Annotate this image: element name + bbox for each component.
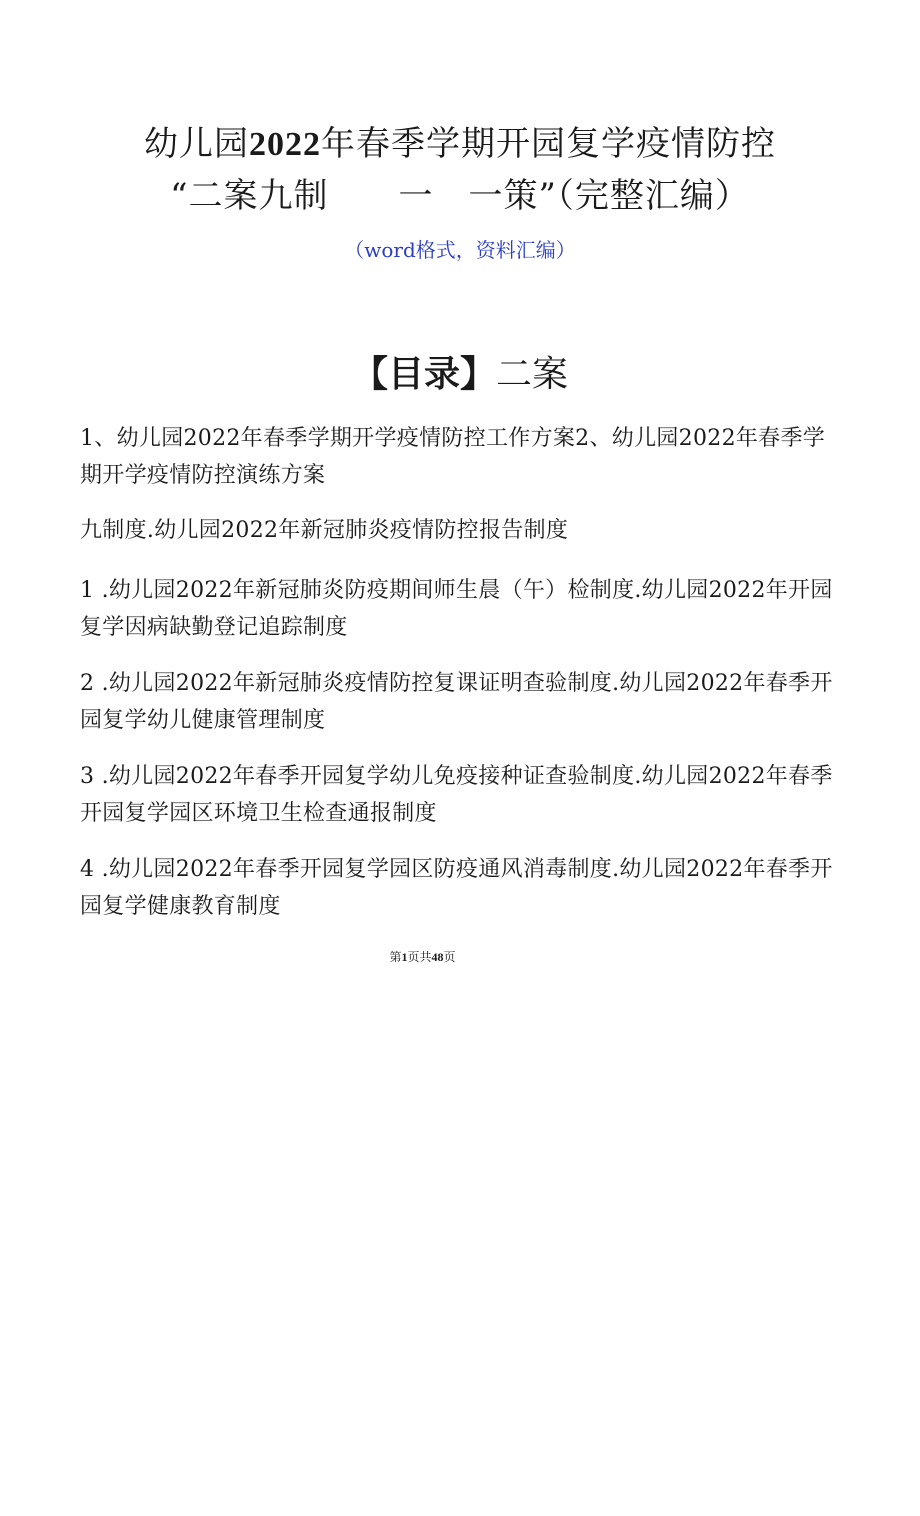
toc-item: 1 .幼儿园2022年新冠肺炎防疫期间师生晨（午）检制度.幼儿园2022年开园复学因病缺勤登记追踪制度: [80, 578, 833, 640]
toc-item: 3 .幼儿园2022年春季开园复学幼儿免疫接种证查验制度.幼儿园2022年春季开园复学园区环境卫生检查通报制度: [80, 764, 833, 826]
footer-middle: 页共: [407, 950, 432, 964]
footer-prefix: 第: [389, 950, 402, 964]
toc-item: 2 .幼儿园2022年新冠肺炎疫情防控复课证明查验制度.幼儿园2022年春季开园复学幼儿健康管理制度: [80, 671, 833, 733]
footer-suffix: 页: [443, 950, 456, 964]
document-subtitle: （word格式，资料汇编）: [344, 238, 576, 262]
toc-item: 4 .幼儿园2022年春季开园复学园区防疫通风消毒制度.幼儿园2022年春季开园复学健康教育制度: [80, 857, 833, 919]
document-title-line-1: [0, 116, 920, 165]
footer-page-number: 1: [401, 950, 408, 964]
toc-heading-bracket: 【目录】: [351, 353, 496, 395]
title-prefix: 幼儿园: [144, 124, 249, 164]
toc-item: 九制度.幼儿园2022年新冠肺炎疫情防控报告制度: [80, 518, 569, 543]
footer-total-pages: 48: [431, 950, 444, 964]
toc-item: 1、幼儿园2022年春季学期开学疫情防控工作方案2、幼儿园2022年春季学期开学疫情防控演练方案: [80, 426, 826, 488]
title-suffix: 年春季学期开园复学疫情防控: [321, 124, 776, 164]
toc-heading: [0, 346, 920, 397]
title-year: 2022: [249, 126, 321, 163]
page-footer: [0, 948, 845, 965]
toc-heading-text: 二案: [496, 354, 569, 395]
document-title-line-2: “二案九制 一 一策”（完整汇编）: [170, 176, 750, 216]
